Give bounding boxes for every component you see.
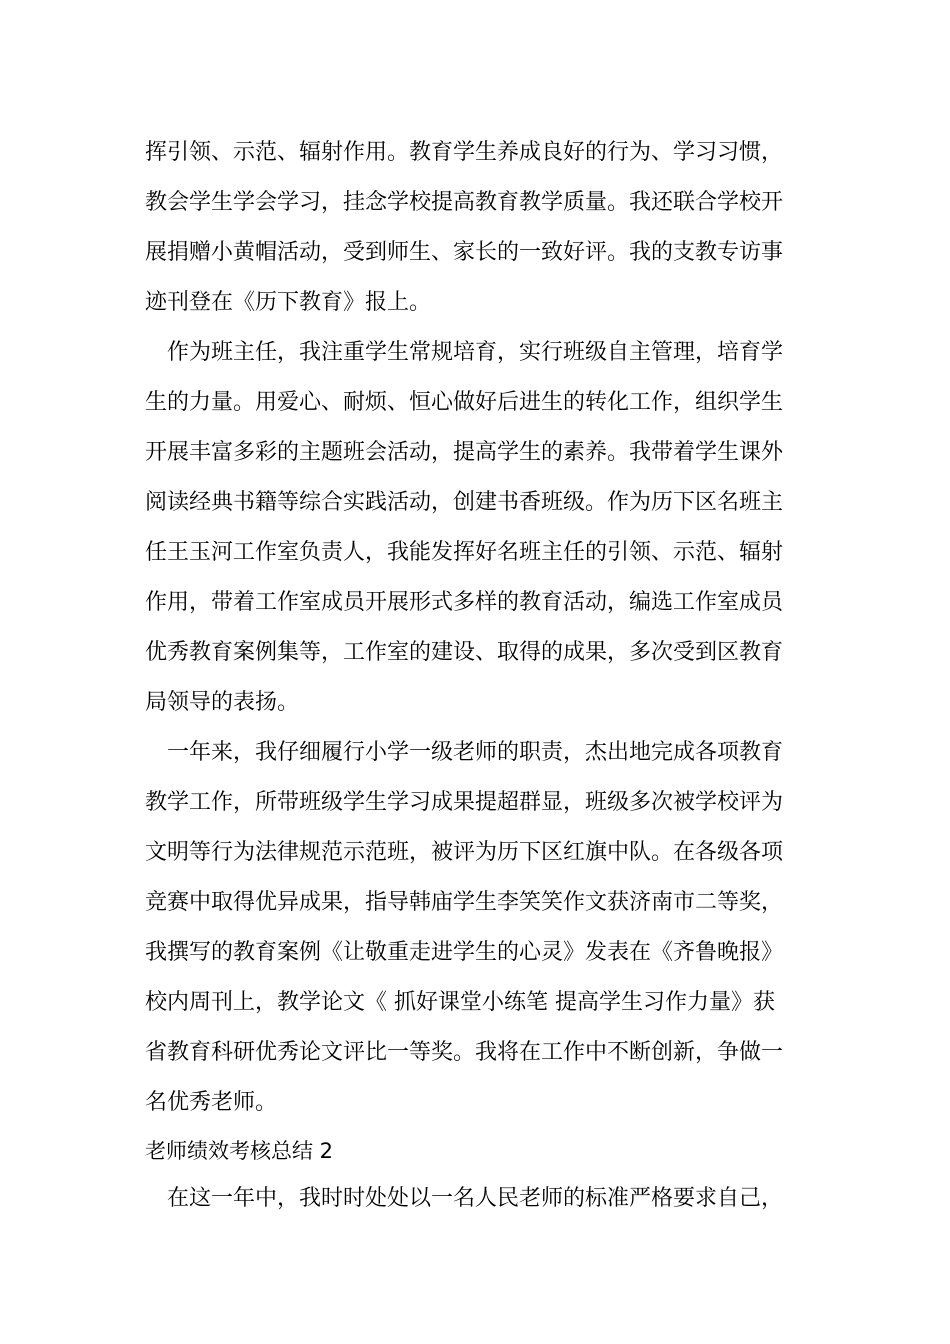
paragraph — [145, 128, 807, 328]
text-line: 展捐赠小黄帽活动，受到师生、家长的一致好评。我的支教专访事 — [145, 240, 784, 265]
text-line: 校内周刊上，教学论文《 抓好课堂小练笔 提高学生习作力量》获 — [145, 990, 775, 1015]
text-line: 我撰写的教育案例《让敬重走进学生的心灵》发表在《齐鲁晚报》 — [145, 940, 784, 965]
text-line: 名优秀老师。 — [145, 1090, 278, 1115]
text-line: 作为班主任，我注重学生常规培育，实行班级自主管理，培育学 — [167, 340, 784, 365]
text-line: 作用，带着工作室成员开展形式多样的教育活动，编选工作室成员 — [145, 590, 784, 615]
text-line: 文明等行为法律规范示范班，被评为历下区红旗中队。在各级各项 — [145, 840, 784, 865]
text-line: 挥引领、示范、辐射作用。教育学生养成良好的行为、学习习惯， — [145, 140, 784, 165]
text-line: 一年来，我仔细履行小学一级老师的职责，杰出地完成各项教育 — [167, 740, 784, 765]
text-line: 在这一年中，我时时处处以一名人民老师的标准严格要求自己， — [167, 1186, 784, 1211]
text-line: 迹刊登在《历下教育》报上。 — [145, 290, 432, 315]
document-body — [145, 128, 807, 1224]
text-line: 竞赛中取得优异成果，指导韩庙学生李笑笑作文获济南市二等奖， — [145, 890, 784, 915]
text-line: 任王玉河工作室负责人，我能发挥好名班主任的引领、示范、辐射 — [145, 540, 784, 565]
text-line: 教会学生学会学习，挂念学校提高教育教学质量。我还联合学校开 — [145, 190, 784, 215]
text-line: 教学工作，所带班级学生学习成果提超群显，班级多次被学校评为 — [145, 790, 784, 815]
paragraph — [145, 328, 807, 728]
text-line: 省教育科研优秀论文评比一等奖。我将在工作中不断创新，争做一 — [145, 1040, 784, 1065]
text-line: 开展丰富多彩的主题班会活动，提高学生的素养。我带着学生课外 — [145, 440, 784, 465]
text-line: 生的力量。用爱心、耐烦、恒心做好后进生的转化工作，组织学生 — [145, 390, 784, 415]
text-line: 阅读经典书籍等综合实践活动，创建书香班级。作为历下区名班主 — [145, 490, 784, 515]
text-line: 局领导的表扬。 — [145, 690, 300, 715]
paragraph — [145, 1174, 807, 1224]
paragraph — [145, 728, 807, 1128]
section-heading: 老师绩效考核总结 2 — [145, 1139, 334, 1163]
text-line: 优秀教育案例集等，工作室的建设、取得的成果，多次受到区教育 — [145, 640, 784, 665]
